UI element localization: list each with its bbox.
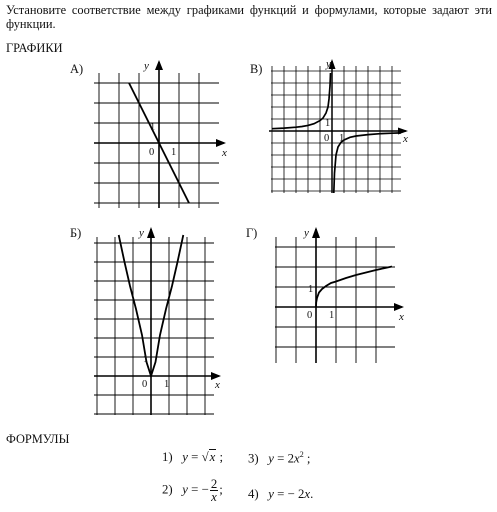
graph-v-tick-y1: 1 [325, 118, 331, 129]
formula-2-denominator: x [211, 490, 217, 504]
graph-a-y-arrow [155, 60, 163, 70]
formula-1-eq: = [191, 450, 199, 464]
graph-v [266, 58, 411, 193]
formula-2-eq: = [191, 482, 199, 497]
graph-v-y-label: y [326, 58, 331, 70]
graph-v-grid [271, 66, 401, 193]
formula-4-lhs: y [268, 487, 274, 501]
graph-b-label: Б) [70, 226, 82, 240]
formula-1-number: 1) [162, 450, 173, 464]
graph-a-x-arrow [216, 139, 226, 147]
formula-2-lhs: y [182, 482, 188, 497]
graph-g-grid [275, 237, 395, 363]
formula-3-var: x [294, 451, 300, 466]
graph-a-tick-y1: 1 [150, 122, 156, 133]
graph-b-y-arrow [147, 227, 155, 238]
graph-b-origin: 0 [142, 379, 148, 390]
formulas-section-title: ФОРМУЛЫ [6, 432, 70, 446]
graph-b [89, 225, 229, 415]
formula-3-eq: = [277, 451, 285, 466]
graph-a-origin: 0 [149, 147, 155, 158]
formula-3 [248, 450, 310, 466]
formula-1-radicand: x [209, 450, 216, 464]
graph-a-y-label: y [144, 60, 149, 72]
graph-b-tick-y1: 1 [143, 354, 149, 365]
graph-a-label: А) [70, 62, 84, 76]
formula-1-tail: ; [219, 450, 224, 464]
graph-v-tick-x1: 1 [339, 133, 345, 144]
graph-a-tick-x1: 1 [171, 147, 177, 158]
graph-b-grid [94, 237, 214, 415]
formula-3-lhs: y [268, 451, 274, 466]
formula-2 [162, 478, 223, 503]
formula-3-tail: ; [306, 451, 311, 466]
graph-g-tick-x1: 1 [329, 310, 335, 321]
graph-g-origin: 0 [307, 310, 313, 321]
graph-v-label: В) [250, 62, 263, 76]
graph-v-x-label: x [403, 133, 408, 145]
formula-4 [248, 487, 313, 502]
graph-g [270, 225, 410, 365]
formula-4-var: x [304, 487, 311, 501]
formula-1-lhs: y [182, 450, 188, 464]
formula-1 [162, 450, 223, 465]
formula-4-sign: − [287, 487, 295, 501]
formula-3-exp: 2 [299, 450, 304, 459]
graph-b-x-label: x [215, 379, 220, 391]
graph-v-curve-left [272, 73, 331, 129]
graph-a-grid [94, 73, 219, 208]
graph-g-y-label: y [304, 227, 309, 239]
formula-2-tail: ; [219, 482, 223, 497]
graph-g-label: Г) [246, 226, 258, 240]
graph-a-x-label: x [222, 147, 227, 159]
graph-g-x-arrow [394, 303, 404, 311]
formula-4-eq: = [277, 487, 285, 501]
graph-v-origin: 0 [324, 133, 330, 144]
graph-g-x-label: x [399, 311, 404, 323]
graph-b-tick-x1: 1 [164, 379, 170, 390]
graph-g-y-arrow [312, 227, 320, 238]
formula-3-coef: 2 [287, 451, 294, 466]
graphs-section-title: ГРАФИКИ [6, 41, 63, 55]
graph-g-tick-y1: 1 [308, 284, 314, 295]
formula-3-number: 3) [248, 451, 259, 466]
graph-b-y-label: y [139, 227, 144, 239]
graph-a [94, 58, 234, 208]
formula-2-sign: − [201, 482, 209, 497]
task-statement: Установите соответствие между графиками функций и формулами, которые задают эти функции. [6, 3, 492, 31]
formula-1-sqrt: √x [201, 450, 216, 464]
formula-4-coef: 2 [298, 487, 305, 501]
formula-4-number: 4) [248, 487, 259, 501]
formula-2-numerator: 2 [210, 477, 218, 491]
formula-4-tail: . [310, 487, 314, 501]
formula-2-fraction [210, 478, 218, 503]
formula-2-number: 2) [162, 482, 173, 497]
